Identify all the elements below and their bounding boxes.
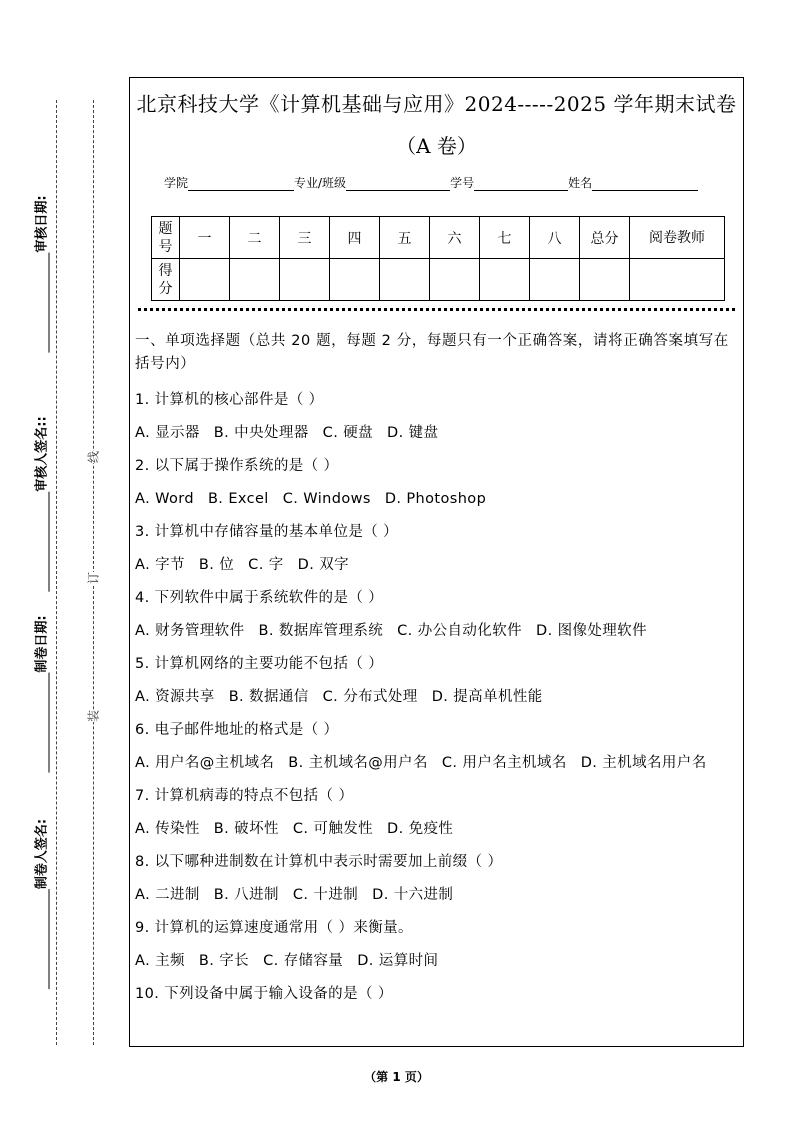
option-a: A. 财务管理软件	[135, 623, 245, 639]
question-options	[135, 879, 737, 912]
option-b: B. 主机域名@用户名	[288, 755, 428, 771]
question-text: 6. 电子邮件地址的格式是（ ）	[135, 722, 339, 738]
option-b: B. 破坏性	[213, 821, 279, 837]
option-b: B. 中央处理器	[213, 425, 309, 441]
option-c: C. 分布式处理	[322, 689, 418, 705]
option-d: D. 运算时间	[357, 953, 439, 969]
field-id-label: 学号	[450, 176, 475, 190]
binding-line-outer	[56, 100, 57, 1045]
score-cell[interactable]	[280, 259, 330, 301]
score-table-header-row	[152, 217, 725, 259]
question-section	[135, 330, 737, 1011]
option-c: C. 用户名主机域名	[441, 755, 567, 771]
option-d: D. 提高单机性能	[431, 689, 543, 705]
reviewer-signature-blank[interactable]	[37, 492, 50, 592]
score-cell[interactable]	[230, 259, 280, 301]
score-col-5: 五	[380, 217, 430, 259]
score-cell-reviewer[interactable]	[630, 259, 725, 301]
score-col-4: 四	[330, 217, 380, 259]
option-b: B. 数据库管理系统	[258, 623, 384, 639]
option-a: A. 显示器	[135, 425, 200, 441]
option-d: D. 双字	[297, 557, 350, 573]
question-text: 9. 计算机的运算速度通常用（ ）来衡量。	[135, 920, 413, 936]
field-name-blank[interactable]	[592, 178, 698, 191]
score-row-head-score: 得分	[152, 259, 180, 301]
binding-mark-line: 线	[83, 451, 104, 463]
score-cell[interactable]	[530, 259, 580, 301]
option-b: B. 数据通信	[228, 689, 309, 705]
field-major-blank[interactable]	[346, 178, 450, 191]
question-text: 7. 计算机病毒的特点不包括（ ）	[135, 788, 354, 804]
question-text: 10. 下列设备中属于输入设备的是（ ）	[135, 986, 393, 1002]
score-table	[151, 216, 725, 301]
score-cell[interactable]	[330, 259, 380, 301]
option-c: C. Windows	[282, 491, 371, 507]
option-a: A. 字节	[135, 557, 185, 573]
paper-maker-signature-label: 制卷人签名:	[31, 819, 50, 991]
option-d: D. 图像处理软件	[536, 623, 647, 639]
option-d: D. 键盘	[387, 425, 439, 441]
score-col-6: 六	[430, 217, 480, 259]
question-text: 2. 以下属于操作系统的是（ ）	[135, 458, 339, 474]
option-c: C. 字	[248, 557, 284, 573]
option-b: B. Excel	[207, 491, 269, 507]
question-text: 4. 下列软件中属于系统软件的是（ ）	[135, 590, 384, 606]
score-cell[interactable]	[180, 259, 230, 301]
score-col-1: 一	[180, 217, 230, 259]
option-c: C. 可触发性	[292, 821, 374, 837]
question-options	[135, 615, 737, 648]
score-row-head-question: 题号	[152, 217, 180, 259]
option-c: C. 硬盘	[322, 425, 374, 441]
reviewer-signature-label: 审核人签名::	[31, 416, 50, 593]
field-name-label: 姓名	[568, 176, 593, 190]
question-options	[135, 417, 737, 450]
option-a: A. 传染性	[135, 821, 200, 837]
score-col-2: 二	[230, 217, 280, 259]
question-text: 8. 以下哪种进制数在计算机中表示时需要加上前缀（ ）	[135, 854, 503, 870]
student-info-line	[164, 174, 698, 191]
score-col-total: 总分	[580, 217, 630, 259]
question-text: 5. 计算机网络的主要功能不包括（ ）	[135, 656, 384, 672]
option-a: A. Word	[135, 491, 194, 507]
option-c: C. 十进制	[292, 887, 359, 903]
section-heading: 一、单项选择题（总共 20 题，每题 2 分，每题只有一个正确答案，请将正确答案填写在括号内）	[135, 333, 729, 372]
field-college-label: 学院	[164, 176, 189, 190]
score-cell[interactable]	[430, 259, 480, 301]
review-date-blank[interactable]	[37, 253, 50, 353]
option-a: A. 资源共享	[135, 689, 215, 705]
option-a: A. 二进制	[135, 887, 200, 903]
score-cell[interactable]	[480, 259, 530, 301]
option-a: A. 主频	[135, 953, 185, 969]
binding-mark-bind: 装	[83, 710, 104, 722]
field-major-label: 专业/班级	[294, 176, 347, 190]
page-number: （第 1 页）	[364, 1070, 429, 1084]
question-options	[135, 549, 737, 582]
option-b: B. 八进制	[213, 887, 279, 903]
score-col-reviewer: 阅卷教师	[630, 217, 725, 259]
question-options	[135, 681, 737, 714]
option-d: D. Photoshop	[384, 491, 487, 507]
binding-mark-staple: 订	[83, 572, 104, 584]
option-c: C. 办公自动化软件	[397, 623, 522, 639]
score-cell[interactable]	[380, 259, 430, 301]
option-b: B. 字长	[198, 953, 250, 969]
binding-margin	[0, 0, 125, 1122]
question-options	[135, 945, 737, 978]
field-id-blank[interactable]	[474, 178, 568, 191]
option-c: C. 存储容量	[263, 953, 344, 969]
question-options	[135, 483, 737, 516]
score-col-7: 七	[480, 217, 530, 259]
exam-subtitle: （A 卷）	[396, 134, 477, 158]
question-text: 3. 计算机中存储容量的基本单位是（ ）	[135, 524, 399, 540]
field-college-blank[interactable]	[188, 178, 294, 191]
option-d: D. 免疫性	[387, 821, 454, 837]
score-table-score-row	[152, 259, 725, 301]
option-a: A. 用户名@主机域名	[135, 755, 275, 771]
exam-title: 北京科技大学《计算机基础与应用》2024-----2025 学年期末试卷	[136, 92, 737, 116]
option-d: D. 十六进制	[372, 887, 454, 903]
option-b: B. 位	[198, 557, 235, 573]
review-date-label: 审核日期:	[31, 195, 50, 354]
question-options	[135, 747, 737, 780]
question-list	[135, 384, 737, 1011]
score-col-3: 三	[280, 217, 330, 259]
question-options	[135, 813, 737, 846]
option-d: D. 主机域名用户名	[580, 755, 707, 771]
question-text: 1. 计算机的核心部件是（ ）	[135, 392, 324, 408]
paper-date-label: 制卷日期:	[31, 615, 50, 774]
dotted-divider	[138, 308, 735, 311]
score-cell-total[interactable]	[580, 259, 630, 301]
paper-date-blank[interactable]	[37, 673, 50, 773]
score-col-8: 八	[530, 217, 580, 259]
paper-maker-signature-blank[interactable]	[37, 889, 50, 989]
exam-frame	[129, 77, 744, 1047]
